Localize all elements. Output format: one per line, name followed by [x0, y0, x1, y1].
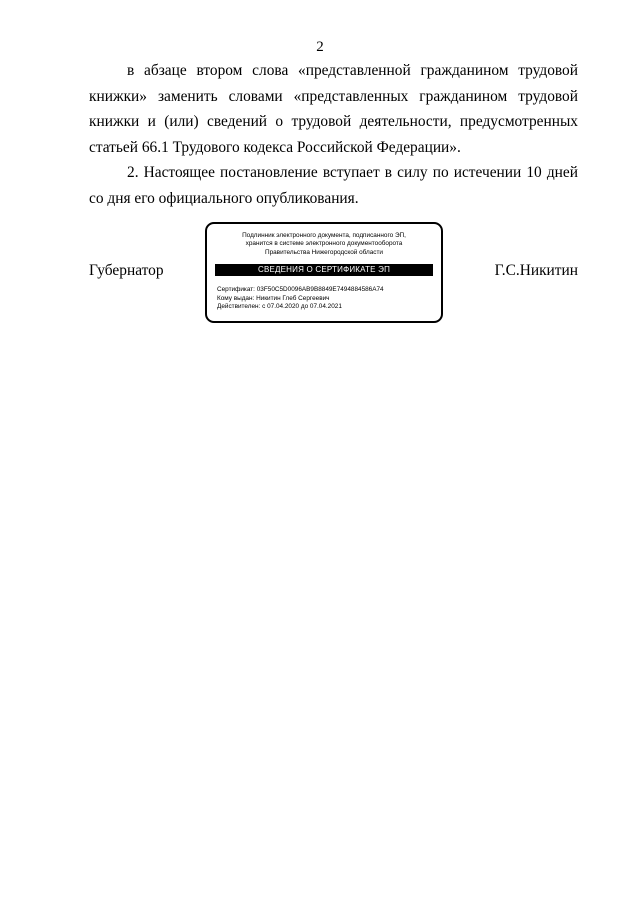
signatory-position: Губернатор	[89, 262, 164, 279]
certificate-details	[217, 286, 441, 311]
issued-to-label: Кому выдан:	[217, 294, 255, 302]
issued-to-value: Никитин Глеб Сергеевич	[256, 294, 330, 302]
effective-date-paragraph: 2. Настоящее постановление вступает в силу по истечении 10 дней со дня его официального опубликования.	[89, 164, 578, 207]
signatory-name: Г.С.Никитин	[494, 262, 578, 279]
validity-label: Действителен:	[217, 303, 261, 311]
certificate-number: 03F50C5D0096AB9B8849E7494884586A74	[256, 286, 384, 294]
page-number: 2	[316, 39, 324, 55]
electronic-signature-stamp	[205, 222, 443, 323]
stamp-header	[207, 232, 441, 257]
validity-value: с 07.04.2020 до 07.04.2021	[262, 303, 342, 311]
stamp-header-line: Правительства Нижегородской области	[264, 248, 384, 256]
certificate-label: Сертификат:	[217, 286, 255, 294]
stamp-header-line: хранится в системе электронного документооборота	[245, 240, 403, 248]
certificate-info-banner: СВЕДЕНИЯ О СЕРТИФИКАТЕ ЭП	[215, 264, 433, 276]
stamp-header-line: Подлинник электронного документа, подписанного ЭП,	[242, 232, 406, 239]
certificate-row	[217, 286, 441, 294]
validity-row	[217, 303, 441, 311]
signature-block	[89, 222, 578, 326]
issued-to-row	[217, 295, 441, 303]
document-body	[89, 58, 578, 211]
amendment-paragraph: в абзаце втором слова «представленной гражданином трудовой книжки» заменить словами «представленных гражданином трудовой книжки и (или) сведений о трудовой деятельности, предусмотренных статьей 66.1 Трудового кодекса Российской Федерации».	[89, 62, 578, 156]
